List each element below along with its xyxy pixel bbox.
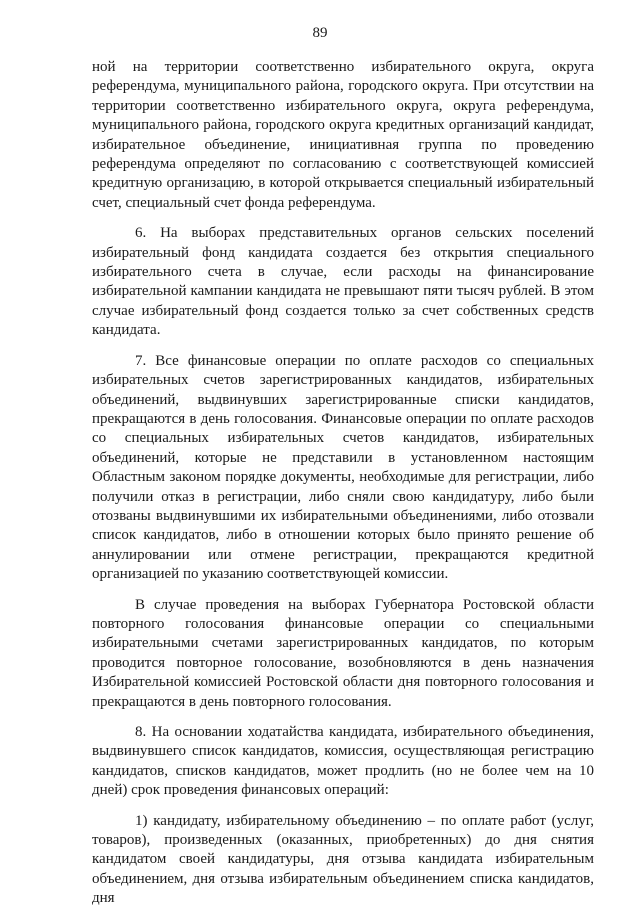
paragraph-6: 6. На выборах представительных органов сельских поселений избирательный фонд кандидата создается без открытия специального избирательного счета в случае, если расходы на финансирование избирательной кампании кандидата не превышают пяти тысяч рублей. В этом случае избирательный фонд создается только за счет собственных средств кандидата. [92, 225, 594, 339]
page-number: 89 [312, 25, 328, 41]
paragraph-continuation: ной на территории соответственно избирательного округа, округа референдума, муниципального района, городского округа. При отсутствии на территории соответственно избирательного округа, округа референдума, муниципального района, городского округа кредитных организаций кандидат, избирательное объединение, инициативная группа по проведению референдума определяют по согласованию с соответствующей комиссией кредитную организацию, в которой открывается специальный избирательный счет, специальный счет фонда референдума. [92, 59, 594, 211]
document-body [92, 58, 594, 909]
paragraph-7-second-part: В случае проведения на выборах Губернатора Ростовской области повторного голосования финансовые операции со специальными избирательными счетами зарегистрированных кандидатов, по которым проводится повторное голосование, возобновляются в день назначения Избирательной комиссией Ростовской области дня повторного голосования и прекращаются в день повторного голосования. [92, 596, 594, 710]
paragraph-8: 8. На основании ходатайства кандидата, избирательного объединения, выдвинувшего список кандидатов, комиссия, осуществляющая регистрацию кандидатов, списков кандидатов, может продлить (но не более чем на 10 дней) срок проведения финансовых операций: [92, 724, 594, 799]
paragraph-8-item-1: 1) кандидату, избирательному объединению – по оплате работ (услуг, товаров), произведенных (оказанных, приобретенных) до дня снятия кандидатом своей кандидатуры, дня отзыва кандидата избирательным объединением, дня отзыва избирательным объединением списка кандидатов, дня [92, 812, 594, 907]
paragraph-7: 7. Все финансовые операции по оплате расходов со специальных избирательных счетов зарегистрированных кандидатов, избирательных объединений, выдвинувших зарегистрированные списки кандидатов, прекращаются в день голосования. Финансовые операции по оплате расходов со специальных избирательных счетов кандидатов, избирательных объединений, которые не представили в установленном настоящим Областным законом порядке документы, необходимые для регистрации, либо получили отказ в регистрации, либо сняли свою кандидатуру, либо были отозваны выдвинувшими их избирательными объединениями, либо отозвали список кандидатов, либо в отношении которых было принято решение об аннулировании или отмене регистрации, прекращаются кредитной организацией по указанию соответствующей комиссии. [92, 352, 594, 583]
